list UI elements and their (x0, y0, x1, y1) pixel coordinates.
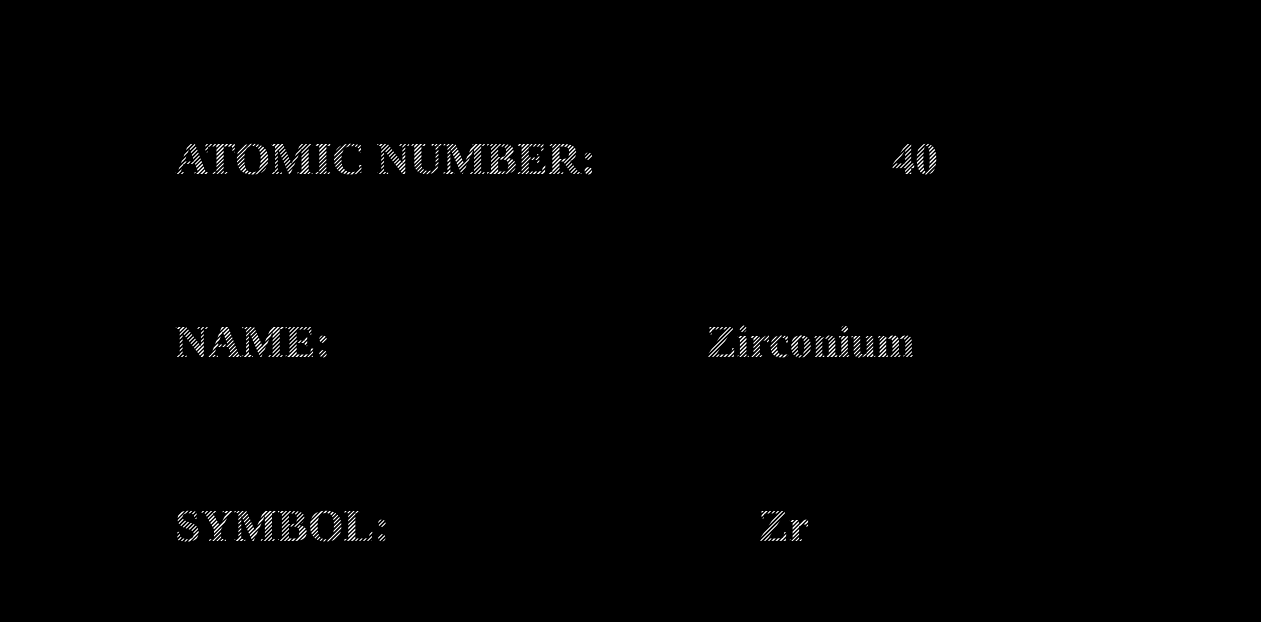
name-label: NAME: (175, 316, 331, 367)
symbol-label: SYMBOL: (175, 500, 390, 551)
atomic-number-label: ATOMIC NUMBER: (175, 133, 597, 184)
atomic-number-value: 40 (892, 133, 938, 184)
name-value: Zirconium (706, 316, 915, 367)
symbol-value: Zr (758, 500, 810, 551)
